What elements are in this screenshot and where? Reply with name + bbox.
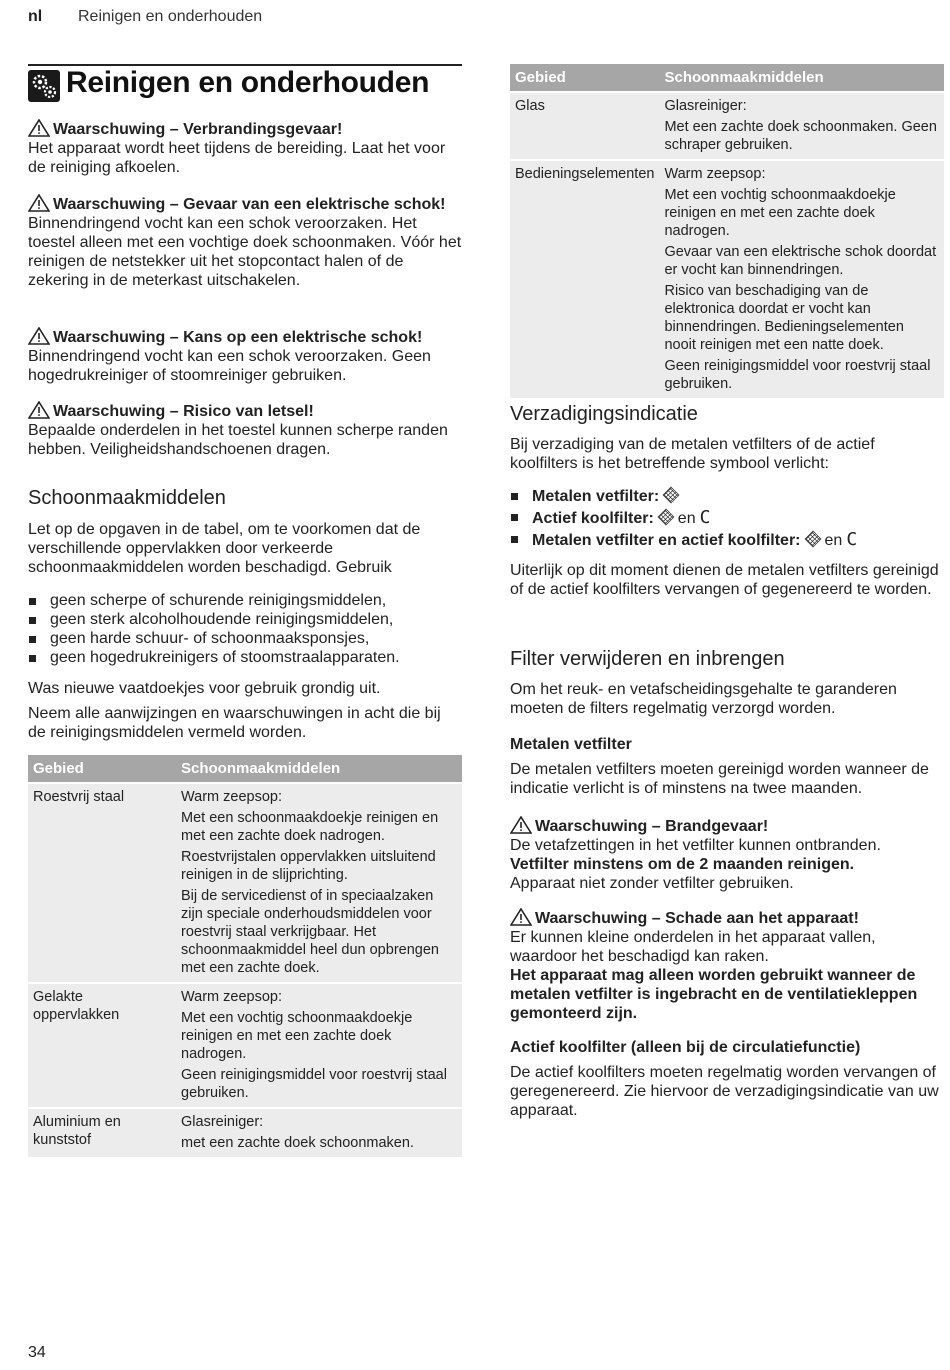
agent-name: Warm zeepsop:: [181, 789, 282, 805]
table-cell-agent: [176, 783, 462, 983]
table-header-agent: Schoonmaakmiddelen: [176, 755, 462, 783]
list-item: geen harde schuur- of schoonmaaksponsjes,: [28, 629, 462, 648]
agent-instruction: Bij de servicedienst of in speciaalzaken zijn speciale onderhoudsmiddelen voor roestvrij staal verkrijgbaar. Het schoonmaakmiddel heel dun opbrengen met een zachte doek.: [181, 888, 439, 976]
page-title: Reinigen en onderhouden: [66, 66, 430, 99]
warning-text: Het apparaat wordt heet tijdens de bereiding. Laat het voor de reiniging afkoelen.: [28, 140, 446, 176]
warning-triangle-icon: [28, 119, 50, 137]
table-row: [28, 983, 462, 1108]
list-item: geen hogedrukreinigers of stoomstraalapparaten.: [28, 648, 462, 667]
filters-heading: Filter verwijderen en inbrengen: [510, 648, 785, 670]
saturation-list: [510, 486, 944, 551]
warning-title: Waarschuwing – Verbrandingsgevaar!: [53, 121, 343, 138]
saturation-intro: Bij verzadiging van de metalen vetfilters of de actief koolfilters is het betreffende symbool verlicht:: [510, 436, 875, 472]
warning-triangle-icon: [510, 908, 532, 926]
section-heading: [28, 64, 462, 106]
warning-text-bold: Vetfilter minstens om de 2 maanden reinigen.: [510, 856, 855, 873]
table-header-agent: Schoonmaakmiddelen: [659, 64, 944, 92]
agent-instruction: Met een zachte doek schoonmaken. Geen schraper gebruiken.: [664, 119, 937, 153]
grease-filter-icon: [663, 487, 680, 504]
warning-text: Binnendringend vocht kan een schok veroorzaken. Geen hogedrukreiniger of stoomreiniger gebruiken.: [28, 348, 431, 384]
metal-filter-text: De metalen vetfilters moeten gereinigd worden wanneer de indicatie verlicht is of minstens na twee maanden.: [510, 761, 929, 797]
list-item: Metalen vetfilter:: [510, 486, 944, 507]
table-cell-area: Bedieningselementen: [510, 160, 659, 398]
agent-instruction: Met een vochtig schoonmaakdoekje reinigen en met een zachte doek nadrogen.: [664, 187, 896, 239]
saturation-heading: Verzadigingsindicatie: [510, 403, 698, 425]
warning-text: Apparaat niet zonder vetfilter gebruiken.: [510, 875, 794, 892]
carbon-filter-c-icon: C: [846, 529, 858, 550]
list-item: geen scherpe of schurende reinigingsmiddelen,: [28, 591, 462, 610]
filters-intro: Om het reuk- en vetafscheidingsgehalte te garanderen moeten de filters regelmatig verzorgd worden.: [510, 681, 897, 717]
agent-instruction: Geen reinigingsmiddel voor roestvrij staal gebruiken.: [664, 358, 931, 392]
table-cell-agent: [176, 1108, 462, 1157]
carbon-filter-text: De actief koolfilters moeten regelmatig worden vervangen of geregenereerd. Zie hiervoor de verzadigingsindicatie van uw apparaat.: [510, 1064, 939, 1119]
warning-title: Waarschuwing – Gevaar van een elektrische schok!: [53, 196, 446, 213]
table-header-area: Gebied: [510, 64, 659, 92]
warning-shock-risk: [28, 327, 462, 385]
table-cell-agent: [176, 983, 462, 1108]
cleaning-list: [28, 591, 462, 667]
agent-instruction: Met een schoonmaakdoekje reinigen en met een zachte doek nadrogen.: [181, 810, 439, 844]
cleaning-table-continued: [510, 64, 944, 398]
warning-text: Bepaalde onderdelen in het toestel kunnen scherpe randen hebben. Veiligheidshandschoenen dragen.: [28, 422, 448, 458]
agent-instruction: Gevaar van een elektrische schok doordat er vocht kan binnendringen.: [664, 244, 937, 278]
list-item: geen sterk alcoholhoudende reinigingsmiddelen,: [28, 610, 462, 629]
table-cell-area: Glas: [510, 92, 659, 160]
warning-title: Waarschuwing – Kans op een elektrische schok!: [53, 329, 423, 346]
saturation-outro: Uiterlijk op dit moment dienen de metalen vetfilters gereinigd of de actief koolfilters vervangen of gegenereerd te worden.: [510, 562, 939, 598]
agent-name: Warm zeepsop:: [181, 989, 282, 1005]
warning-injury: [28, 401, 462, 459]
cleaning-table: [28, 755, 462, 1157]
warning-triangle-icon: [28, 401, 50, 419]
metal-filter-heading: Metalen vetfilter: [510, 736, 632, 753]
agent-name: Warm zeepsop:: [664, 166, 766, 182]
warning-text: De vetafzettingen in het vetfilter kunnen ontbranden.: [510, 837, 881, 854]
warning-electric-shock: [28, 194, 462, 290]
agent-instruction: Geen reinigingsmiddel voor roestvrij staal gebruiken.: [181, 1067, 447, 1101]
agent-instruction: met een zachte doek schoonmaken.: [181, 1135, 414, 1151]
table-row: [28, 1108, 462, 1157]
gears-icon: [28, 70, 60, 102]
grease-filter-icon: [657, 509, 674, 526]
cleaning-intro: Let op de opgaven in de tabel, om te voorkomen dat de verschillende oppervlakken door verkeerde schoonmaakmiddelen worden beschadigd. Gebruik: [28, 521, 421, 576]
warning-text: Er kunnen kleine onderdelen in het apparaat vallen, waardoor het beschadigd kan raken.: [510, 929, 876, 965]
list-item: Metalen vetfilter en actief koolfilter: en C: [510, 529, 944, 551]
grease-filter-icon: [804, 531, 821, 548]
table-cell-agent: [659, 92, 944, 160]
warning-triangle-icon: [28, 194, 50, 212]
header-title: Reinigen en onderhouden: [78, 8, 263, 25]
warning-title: Waarschuwing – Risico van letsel!: [53, 403, 314, 420]
cleaning-note: Was nieuwe vaatdoekjes voor gebruik grondig uit.: [28, 680, 381, 697]
cleaning-note: Neem alle aanwijzingen en waarschuwingen in acht die bij de reinigingsmiddelen vermeld worden.: [28, 705, 441, 741]
page-number: 34: [28, 1344, 46, 1361]
warning-title: Waarschuwing – Brandgevaar!: [535, 818, 769, 835]
table-cell-area: Roestvrij staal: [28, 783, 176, 983]
table-cell-area: Gelakte oppervlakken: [28, 983, 176, 1108]
warning-text: Binnendringend vocht kan een schok veroorzaken. Het toestel alleen met een vochtige doek schoonmaken. Vóór het reinigen de netstekker uit het stopcontact halen of de zekering in de meterkast uitschakelen.: [28, 215, 462, 289]
agent-instruction: Risico van beschadiging van de elektronica doordat er vocht kan binnendringen. Bedieningselementen nooit reinigen met een natte doek.: [664, 283, 904, 353]
carbon-filter-c-icon: C: [699, 507, 711, 528]
agent-name: Glasreiniger:: [664, 98, 747, 114]
agent-instruction: Met een vochtig schoonmaakdoekje reinigen en met een zachte doek nadrogen.: [181, 1010, 413, 1062]
agent-name: Glasreiniger:: [181, 1114, 264, 1130]
warning-damage: [510, 908, 944, 1023]
warning-title: Waarschuwing – Schade aan het apparaat!: [535, 910, 859, 927]
table-cell-agent: [659, 160, 944, 398]
list-item: Actief koolfilter: en C: [510, 507, 944, 529]
table-row: [28, 783, 462, 983]
table-header-area: Gebied: [28, 755, 176, 783]
table-row: [510, 92, 944, 160]
cleaning-agents-heading: Schoonmaakmiddelen: [28, 487, 226, 509]
header-lang: nl: [28, 8, 43, 25]
table-row: [510, 160, 944, 398]
warning-triangle-icon: [510, 816, 532, 834]
agent-instruction: Roestvrijstalen oppervlakken uitsluitend reinigen in de slijprichting.: [181, 849, 436, 883]
warning-text-bold: Het apparaat mag alleen worden gebruikt wanneer de metalen vetfilter is ingebracht en de ventilatiekleppen gemonteerd zijn.: [510, 967, 918, 1022]
table-cell-area: Aluminium en kunststof: [28, 1108, 176, 1157]
warning-burn: [28, 119, 462, 177]
warning-fire: [510, 816, 944, 893]
carbon-filter-heading: Actief koolfilter (alleen bij de circulatiefunctie): [510, 1039, 861, 1056]
warning-triangle-icon: [28, 327, 50, 345]
